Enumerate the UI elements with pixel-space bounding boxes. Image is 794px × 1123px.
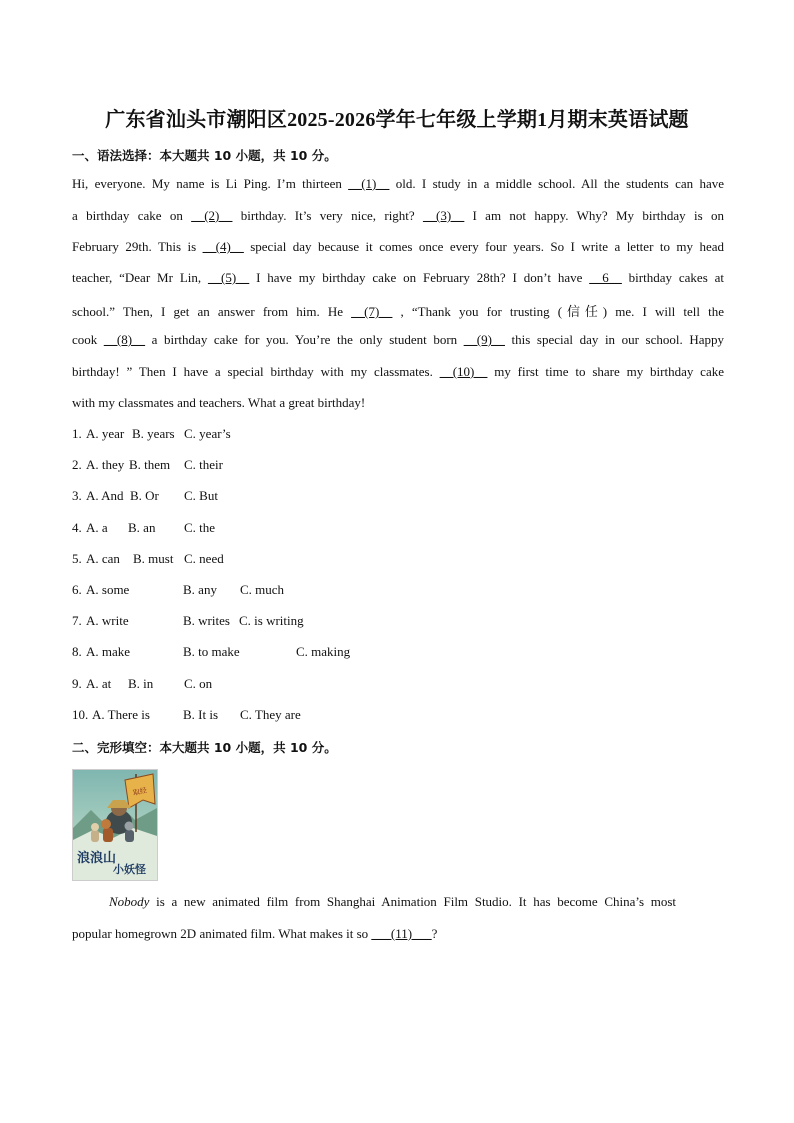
svg-text:取经: 取经 [132, 786, 148, 798]
section-heading-grammar: 一、语法选择：本大题共 10 小题，共 10 分。 [72, 148, 337, 163]
svg-text:小妖怪: 小妖怪 [113, 863, 146, 876]
blank-9: __(9)__ [463, 332, 505, 347]
passage-line: Nobody is a new animated film from Shanghai Animation Film Studio. It has become China’s most [109, 894, 676, 909]
passage-line: Hi, everyone. My name is Li Ping. I’m thirteen __(1)__ old. I study in a middle school. All the students can have [72, 176, 724, 191]
blank-3: __(3)__ [423, 208, 465, 223]
blank-4: __(4)__ [202, 239, 244, 254]
passage-line: popular homegrown 2D animated film. What makes it so ___(11)___? [72, 926, 438, 941]
section-heading-cloze: 二、完形填空：本大题共 10 小题，共 10 分。 [72, 740, 337, 755]
blank-2: __(2)__ [191, 208, 233, 223]
blank-5: __(5)__ [208, 270, 250, 285]
poster-title-art: 浪浪山 [77, 851, 117, 866]
blank-7: __(7)__ [351, 304, 393, 319]
page-title: 广东省汕头市潮阳区2025-2026学年七年级上学期1月期末英语试题 [105, 109, 689, 131]
passage-line: school.” Then, I get an answer from him. He __(7)__ , “Thank you for trusting (信任) me. I will tell the [72, 304, 724, 319]
blank-8: __(8)__ [103, 332, 146, 347]
blank-1: __(1)__ [348, 176, 390, 191]
passage-line: with my classmates and teachers. What a great birthday! [72, 395, 366, 410]
blank-6: __6__ [589, 270, 622, 285]
passage-line: teacher, “Dear Mr Lin, __(5)__ I have my birthday cake on February 28th? I don’t have __6__ birthday cakes at [72, 270, 725, 285]
blank-10: __(10)__ [439, 364, 488, 379]
passage-line: cook __(8)__ a birthday cake for you. You’re the only student born __(9)__ this special day in our school. Happy [72, 332, 725, 347]
passage-line: February 29th. This is __(4)__ special day because it comes once every four years. So I write a letter to my head [72, 239, 724, 254]
blank-11: ___(11)___ [371, 926, 432, 941]
passage-line: birthday! ” Then I have a special birthday with my classmates. __(10)__ my first time to share my birthday cake [72, 364, 724, 379]
poster-illustration [73, 770, 157, 880]
film-title: Nobody [109, 894, 150, 909]
movie-poster-image [72, 769, 158, 881]
passage-line: a birthday cake on __(2)__ birthday. It’s very nice, right? __(3)__ I am not happy. Why? My birthday is on [72, 208, 725, 223]
